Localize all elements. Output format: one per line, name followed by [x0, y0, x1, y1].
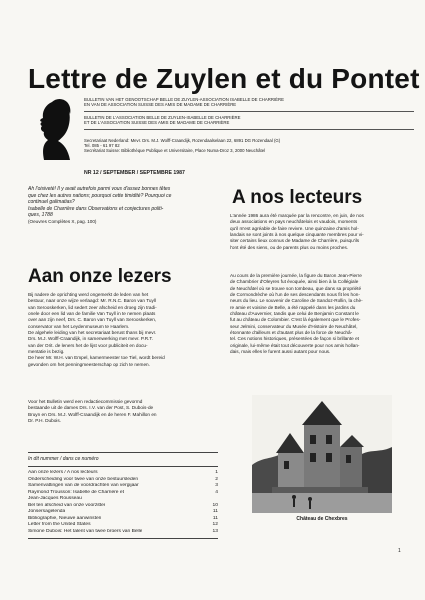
quote-line: Isabelle de Charrière dans Observations et conjectures politi-	[28, 205, 164, 212]
toc-title: In dit nummer / dans ce numéro	[28, 456, 99, 462]
text-line: siter certains lieux connus de Madame de Charrière, puisqu'ils	[230, 238, 360, 244]
article-fr-paragraph-2	[230, 273, 405, 355]
toc-item-page: 3	[215, 483, 218, 489]
castle-image	[252, 395, 392, 513]
header-line: ET DE L'ASSOCIATION SUISSE DES AMIS DE MADAME DE CHARRIÈRE	[84, 120, 230, 126]
text-line: Au cours de la première journée, la figure du Baron Jean-Pierre	[230, 273, 362, 278]
secretariat-ch: Secrétariat Suisse: Bibliothèque Publique et Universitaire, Place Numa-Droz 3, 2000 Neuchâtel	[84, 148, 266, 154]
quote-line: continuel galimatias?	[28, 199, 75, 206]
text-line: bestaande uit de dames Drs. I.V. van der Post, S. Dubois-de	[28, 405, 154, 411]
toc-rule	[28, 466, 218, 467]
secretariat-nl: Secretariaat Nederland: Mevr. Drs. M.J. Wolff-Craandijk, Rozendaalselaan 22, 6891 DG Rozendaal (G)	[84, 137, 281, 143]
toc-bottom-rule	[28, 538, 218, 539]
text-line: re amie et voisine de Belle, a été rappelé dans les jardins du	[230, 304, 356, 310]
quote-line: Ah l'oisiveté! Il y avait autrefois parmi vous d'assez bonnes têtes	[28, 186, 171, 192]
quote-source: (Oeuvres Complètes X, pag. 100)	[28, 218, 97, 224]
toc-item-page: 1	[215, 470, 218, 475]
toc-item-page: 12	[212, 522, 218, 528]
text-line: château d'Auvernier, tandis que celui de Benjamin Constant le	[230, 311, 359, 317]
issue-number: NR 12 / SEPTEMBER / SEPTEMBRE 1987	[84, 170, 185, 176]
bulletin-header	[84, 97, 414, 154]
portrait-silhouette	[28, 92, 76, 164]
text-line: Bruyn en Drs. M.J. Wolff-Craandijk en de heren F. Mahillon en	[28, 411, 157, 417]
page-number: 1	[398, 548, 401, 554]
toc-item-page: 2	[215, 476, 218, 482]
text-line: bestuur, naar onze wijze verlaagd: Mr. R.N.C. Baron van Tuyll	[28, 298, 156, 304]
toc-item-title: Jonsersagelenda	[28, 509, 66, 515]
toc-item-page: 4	[215, 489, 218, 495]
header-divider	[84, 111, 414, 112]
header-line: BULLETIN VAN HET GENOOTSCHAP BELLE DE ZUYLEN-ASSOCIATION ISABELLE DE CHARRIÈRE	[84, 97, 285, 102]
header-line: BULLETIN DE L'ASSOCIATION BELLE DE ZUYLEN-ISABELLE DE CHARRIÈRE	[84, 114, 241, 120]
toc-item-page: 13	[212, 528, 218, 534]
masthead-title: Lettre de Zuylen et du Pontet	[28, 63, 420, 94]
text-line: qu'il m'est agréable de faire revivre. Une quinzaine d'amis hol-	[230, 225, 359, 231]
toc-item-title: Bibliographie, Nieuwe aanwinsten	[28, 515, 102, 521]
toc-item-page: 11	[212, 509, 218, 515]
chateau-photo	[252, 395, 392, 513]
table-of-contents	[28, 452, 218, 539]
text-line: étonnante d'ailleurs et d'autant plus de la force de Neuchâ-	[230, 330, 353, 336]
text-line: landais se sont joints à nos quelque cinquante membres pour vi-	[230, 232, 364, 238]
article-fr-paragraph-1	[230, 213, 405, 251]
toc-item-title: Letter from the United States	[28, 522, 91, 528]
text-line: originale, lui-même était tout découverte pour nos amis hollan-	[230, 342, 360, 348]
header-divider	[84, 129, 414, 130]
text-line: de Chambrier d'Oleyres fut évoquée, ainsi bien à la Collégiale	[230, 279, 359, 285]
text-line: onele door een lid van de familie Van Tuyll in te nemen plaats	[28, 311, 156, 317]
text-line: tel. Ces notions historiques, présentées de façon si brillante et	[230, 336, 359, 342]
article-nl-paragraph-1	[28, 292, 218, 368]
heading-a-nos-lecteurs: A nos lecteurs	[232, 187, 363, 208]
text-line: neurs du lieu. Le souvenir de Caroline de Sandoz-Rollin, la chè-	[230, 298, 363, 304]
toc-item-title: Onderscheiding voor twee van onze bestuursleden	[28, 476, 139, 482]
text-line: Bij nadere de oprichting werd ongemerkt de leden van het	[28, 292, 149, 297]
text-line: fut au château de Colombier. C'est là également que le Profes-	[230, 317, 361, 323]
epigraph-quote	[28, 186, 213, 226]
silhouette-icon	[28, 92, 76, 164]
secretariat-phone: Tel. 085 - 61 97 82	[84, 143, 120, 149]
text-line: De algehele leiding van het secretariaat berust thans bij mevr.	[28, 330, 157, 336]
text-line: seur Jelmini, conservateur du Musée d'Histoire de Neuchâtel,	[230, 323, 358, 329]
toc-item-title: Bel ten afscheid van onze voorzitter	[28, 502, 106, 508]
heading-aan-onze-lezers: Aan onze lezers	[28, 266, 172, 287]
quote-line: ques, 1788	[28, 212, 53, 219]
toc-item-title: Simone Dubois: Het talent van twee broers van Belle	[28, 528, 143, 534]
text-line: van Serooskerken, lid sedert zeer afscheid en droeg zijn tradi-	[28, 304, 157, 310]
quote-line: que chez les autres nations; pourquoi cette timidité? Pourquoi ce	[28, 192, 172, 199]
text-line: van der Orit. de leners het de lijst voor publiciteit en docu-	[28, 342, 148, 348]
text-line: over aan zijn neef, Drs. C. Baron van Tuyll van Serooskerken,	[28, 317, 157, 323]
toc-item-title: Jean-Jacques Rousseau	[28, 496, 82, 502]
toc-item-title: Aan onze lezers / A nos lecteurs	[28, 470, 98, 475]
text-line: l'ont été des siens, ou de parents plus ou moins proches.	[230, 244, 349, 250]
text-line: de Cormondrèche où l'un de ses descendants nous fit les hon-	[230, 292, 360, 298]
text-line: L'année 1986 aura été marquée par la rencontre, en juin, de nos	[230, 213, 364, 218]
text-line: gevonden om het penningmeesterschap op zich te nemen.	[28, 361, 150, 367]
text-line: Drs. M.J. Wolff-Craandijk, in samenwerking met mevr. P.R.T.	[28, 336, 154, 342]
toc-item[interactable]	[28, 529, 218, 536]
article-nl-paragraph-2	[28, 399, 218, 424]
photo-caption: Château de Chexbres	[296, 516, 348, 522]
text-line: Dr. P.H. Dubois.	[28, 418, 61, 424]
text-line: Voor het Bulletin werd een redactiecommissie gevormd	[28, 399, 143, 404]
toc-item-page: 10	[212, 502, 218, 508]
text-line: deux associations en pays neuchâtelois et vaudois, moments	[230, 219, 358, 225]
toc-item-page: 11	[212, 515, 218, 521]
header-line: EN VAN DE ASSOCIATION SUISSE DES AMIS DE MADAME DE CHARRIÈRE	[84, 102, 237, 108]
text-line: de Neuchâtel où se trouve son tombeau, que dans sa propriété	[230, 285, 362, 291]
text-line: dais, mais elles le furent aussi autant pour nous.	[230, 349, 331, 355]
text-line: De heer Mr. W.H. van Empel, kamermeester toe Tiel, wordt bereid	[28, 355, 165, 361]
text-line: mentatie is bezig.	[28, 349, 65, 355]
toc-item-title: Samenvattingen van de voordrachten van vergijaar	[28, 483, 139, 489]
text-line: conservator van het Leydenmuseum te Haarlem.	[28, 323, 130, 329]
toc-top-rule	[28, 452, 218, 453]
toc-item-title: Raymond Trousson: Isabelle de Charrière et	[28, 489, 124, 495]
